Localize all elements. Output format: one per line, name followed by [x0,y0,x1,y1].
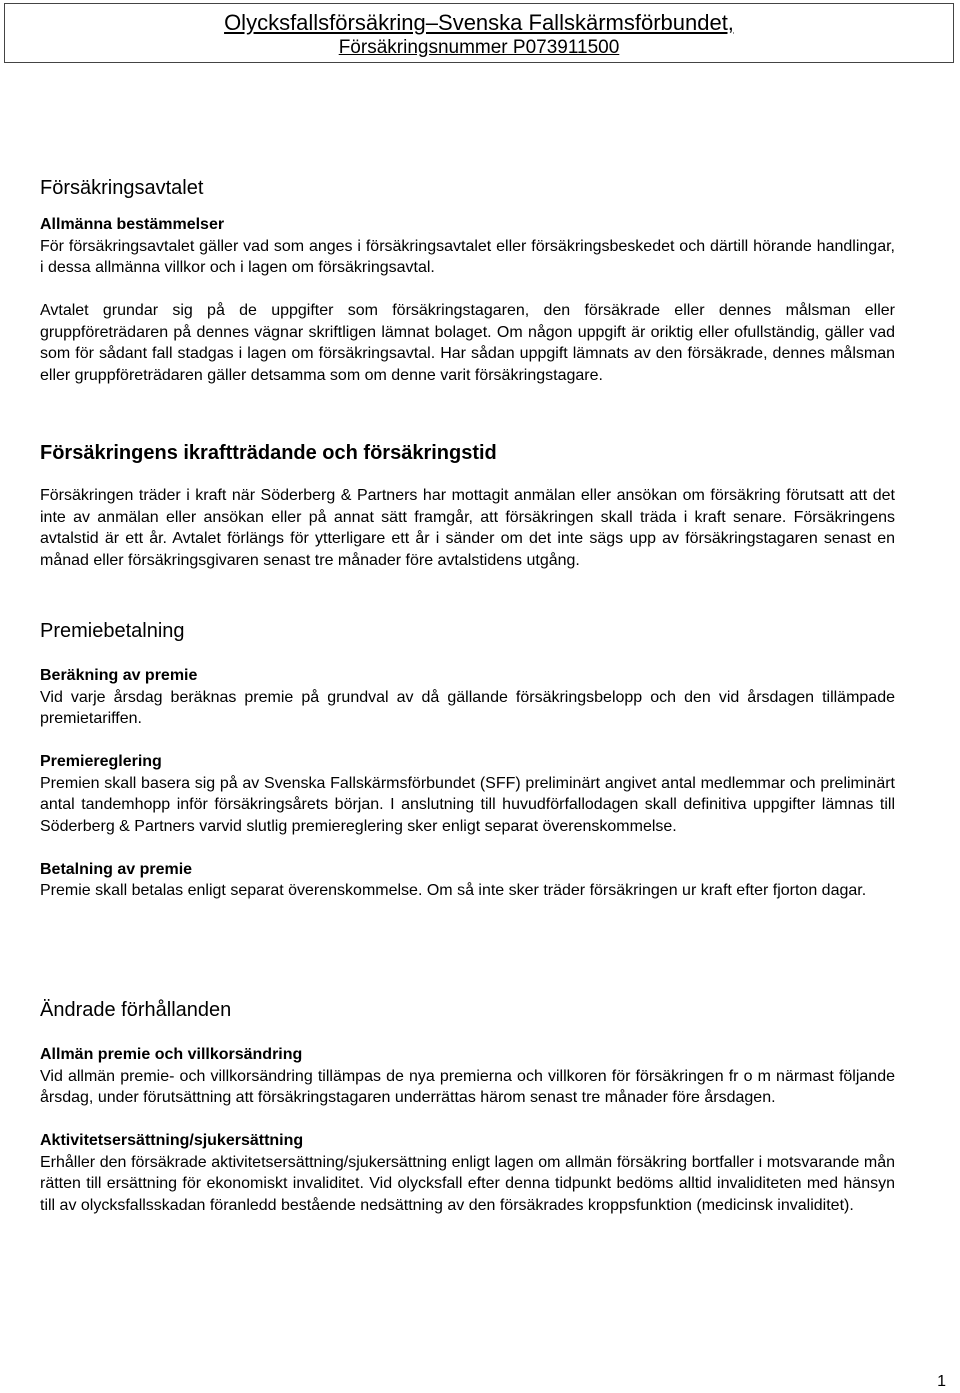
subsection-title: Allmänna bestämmelser [40,216,225,233]
paragraph: Premie skall betalas enligt separat överenskommelse. Om så inte sker träder försäkringen ur kraft efter fjorton dagar. [40,882,867,899]
section-title: Ändrade förhållanden [40,999,232,1021]
paragraph: För försäkringsavtalet gäller vad som anges i försäkringsavtalet eller försäkringsbeskedet och därtill hörande handlingar, i dessa allmänna villkor och i lagen om försäkringsavtal. [40,237,895,276]
header-title: Olycksfallsförsäkring–Svenska Fallskärmsförbundet, [224,10,734,35]
subsection-title: Allmän premie och villkorsändring [40,1046,303,1063]
section-premiebetalning [40,619,895,902]
section-andrade-forhallanden [40,998,895,1216]
paragraph: Erhåller den försäkrade aktivitetsersättning/sjukersättning enligt lagen om allmän försäkring bortfaller i motsvarande mån rätten till ersättning för ekonomiskt invaliditet. Vid olycksfall efter denna tidpunkt bedöms alltid invaliditeten med hänsyn till av olycksfallsskadan föranledd bestående nedsättning av den försäkrades kroppsfunktion (medicinsk invaliditet). [40,1153,895,1214]
header-policy-number: Försäkringsnummer P073911500 [338,37,620,58]
subsection-title: Beräkning av premie [40,667,198,684]
paragraph: Avtalet grundar sig på de uppgifter som försäkringstagaren, den försäkrade eller dennes målsman eller gruppföreträdaren på dennes vägnar skriftligen lämnat bolaget. Om någon uppgift är oriktig eller ofullständig, gäller vad som för sådant fall stadgas i lagen om försäkringsavtal. Har sådan uppgift lämnats av den försäkrade, dennes målsman eller gruppföreträdaren gäller detsamma som om denne varit försäkringstagare. [40,302,895,384]
section-title: Premiebetalning [40,620,185,642]
section-title: Försäkringens ikraftträdande och försäkringstid [40,442,497,464]
subsection-title: Premiereglering [40,753,162,770]
document-header [4,3,954,63]
paragraph: Vid varje årsdag beräknas premie på grundval av då gällande försäkringsbelopp och den vid årsdagen tillämpade premietariffen. [40,688,895,727]
paragraph: Vid allmän premie- och villkorsändring tillämpas de nya premierna och villkoren för försäkringen fr o m närmast följande årsdag, under förutsättning att försäkringstagaren underrättas härom senast tre månader före årsdagen. [40,1067,895,1106]
section-ikrafttradande [40,441,895,571]
subsection-title: Betalning av premie [40,860,193,878]
paragraph: Premien skall basera sig på av Svenska Fallskärmsförbundet (SFF) preliminärt angivet antal medlemmar och preliminärt antal tandemhopp inför försäkringsårets början. I anslutning till huvudförfallodagen skall definitiva uppgifter lämnas till Söderberg & Partners varvid slutlig premiereglering sker enligt separat överenskommelse. [40,774,895,835]
page-number: 1 [937,1373,946,1390]
section-forsakringsavtalet [40,176,895,386]
section-title: Försäkringsavtalet [40,177,204,199]
subsection-title: Aktivitetsersättning/sjukersättning [40,1132,304,1149]
paragraph: Försäkringen träder i kraft när Söderberg & Partners har mottagit anmälan eller ansökan om försäkring förutsatt att det inte av anmälan eller ansökan eller på annat sätt framgår, att försäkringen skall träda i kraft senare. Försäkringens avtalstid är ett år. Avtalet förlängs för ytterligare ett år i sänder om det inte sägs upp av försäkringstagaren senast en månad eller försäkringsgivaren senast tre månader före avtalstidens utgång. [40,487,895,569]
